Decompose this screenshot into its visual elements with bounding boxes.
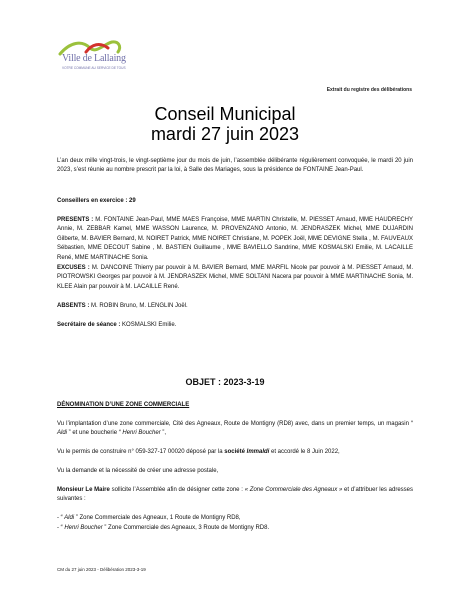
conseillers-count [57, 197, 413, 206]
presents-label: PRESENTS : [57, 217, 94, 223]
secretaire-label: Secrétaire de séance : [57, 322, 121, 328]
maire-text-2: et d’attribuer les adresses suivantes : [57, 487, 414, 503]
address-text: ” Zone Commerciale des Agneaux, 3 Route de Montigny RD8. [104, 525, 270, 531]
maire-label: Monsieur Le Maire [57, 487, 110, 493]
vu1-text: Vu l’implantation d’une zone commerciale, Cité des Agneaux, Route de Montigny (RD8) avec, dans un premier temps, un magasin “ [57, 421, 413, 427]
excuses-label: EXCUSES : [57, 265, 90, 271]
presents-text: M. FONTAINE Jean-Paul, MME MAES Françoise, MME MARTIN Christelle, M. PIESSET Arnaud, MME HAUDRECHY Annie, M. ZEBBAR Kamel, MME WASSON Laurence, M. PROVENZANO Antonio, M. JENDRASZEK Michel, MME DUJARDIN Gilberte, M. BAVIER Bernard, M. NOIRET Patrick, MME NOIRET Christiane, M. POPEK Joël, MME DEVIGNE Stella , M. FAUVEAUX Sébastien, MME DECOUT Sabine , M. BASTIEN Guillaume , MME BAVIELLO Sandrine, MME KOSMALSKI Emilie, M. LACAILLE René, MME MARTINACHE Sonia. [57, 217, 413, 261]
aldi-name: Aldi [57, 430, 69, 437]
excuses-paragraph [57, 264, 413, 292]
presents-paragraph [57, 216, 413, 263]
document-title: Conseil Municipal [154, 104, 296, 124]
objet-heading: OBJET : 2023-3-19 [185, 377, 265, 387]
zone-name: « Zone Commerciale des Agneaux » [244, 487, 343, 493]
conseillers-label: Conseillers en exercice : 29 [57, 198, 136, 204]
secretaire-text: KOSMALSKI Emilie. [120, 322, 177, 328]
address-item [57, 514, 413, 523]
town-logo [56, 38, 136, 82]
section-heading-text: DÉNOMINATION D’UNE ZONE COMMERCIALE [57, 402, 190, 408]
extract-label: Extrait du registre des délibérations [326, 87, 412, 93]
address-item [57, 524, 413, 533]
meeting-date: mardi 27 juin 2023 [150, 124, 300, 144]
vu2-text-2: et accordé le 8 Juin 2022, [269, 449, 340, 455]
logo-tagline: VOTRE COMMUNE AU SERVICE DE TOUS [62, 66, 126, 70]
excuses-text: M. DANCOINE Thierry par pouvoir à M. BAVIER Bernard, MME MARFIL Nicole par pouvoir à M. PIESSET Arnaud, M. PIOTROWSKI Georges par pouvoir à M. JENDRASZEK Michel, MME SOLTANI Nacera par pouvoir à MME MARTINACHE Sonia, M. KLEE Alain par pouvoir à M. LACAILLE René. [57, 265, 413, 290]
address-bullet: - “ [57, 515, 63, 521]
boucher-name: Henri Boucher [120, 430, 163, 437]
vu-demande-paragraph: Vu la demande et la nécessité de créer une adresse postale, [57, 468, 219, 474]
section-heading [57, 401, 413, 410]
address-store-name: Henri Boucher [62, 525, 105, 531]
logo-name: Ville de Lallaing [62, 53, 126, 64]
address-text: ” Zone Commerciale des Agneaux, 1 Route de Montigny RD8, [75, 515, 241, 521]
absents-label: ABSENTS : [57, 303, 90, 309]
societe-word: société [224, 449, 245, 455]
absents-paragraph [57, 302, 413, 311]
vu-implantation-paragraph [57, 420, 413, 439]
intro-paragraph: L’an deux mille vingt-trois, le vingt-septième jour du mois de juin, l’assemblée délibérante régulièrement convoquée, le mardi 20 juin 2023, s’est réunie au nombre prescrit par la loi, à Salle des Mariages, sous la présidence de FONTAINE Jean-Paul. [57, 158, 413, 174]
page-footer: CM du 27 juin 2023 - Délibération 2023-3-19 [57, 567, 146, 572]
address-bullet: - “ [57, 525, 63, 531]
vu1-text-3: ”, [162, 430, 167, 437]
vu1-text-2: ” et une boucherie “ [68, 430, 121, 437]
maire-text: sollicite l’Assemblée afin de désigner cette zone : [109, 487, 245, 493]
secretaire-paragraph [57, 321, 413, 330]
immaldi-name: Immaldi [244, 449, 270, 455]
address-store-name: Aldi [62, 515, 76, 521]
maire-paragraph [57, 486, 413, 505]
vu-permis-paragraph [57, 448, 413, 457]
vu2-text: Vu le permis de construire n° 059-327-17 00020 déposé par la [57, 449, 225, 455]
absents-text: M. ROBIN Bruno, M. LENGLIN Joël. [89, 303, 188, 309]
